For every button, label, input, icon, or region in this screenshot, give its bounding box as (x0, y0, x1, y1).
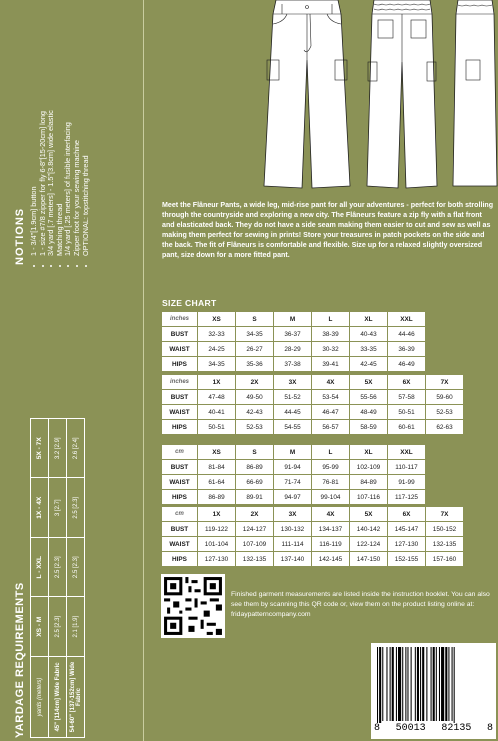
size-header: 2X (236, 507, 274, 522)
barcode-digit: 50013 (395, 723, 426, 734)
barcode-digit: 8 (374, 723, 381, 734)
size-header: 1X (198, 507, 236, 522)
size-cell: 40-43 (350, 327, 388, 342)
size-cell: 53-54 (312, 390, 350, 405)
size-cell: 140-142 (350, 522, 388, 537)
yardage-col-header: XS - M (31, 597, 49, 656)
size-table-inches-plus (161, 374, 464, 435)
yardage-row (67, 419, 85, 738)
size-row-label: HIPS (162, 552, 198, 567)
size-cell: 117-125 (388, 490, 426, 505)
size-cell: 110-117 (388, 460, 426, 475)
qr-code-icon (161, 574, 225, 638)
size-cell: 111-114 (274, 537, 312, 552)
size-table-cm-std (161, 444, 426, 505)
size-row-label: BUST (162, 460, 198, 475)
size-cell: 134-137 (312, 522, 350, 537)
size-cell: 94-97 (274, 490, 312, 505)
yardage-row-label: 54-60" [137-152cm] Wide Fabric (67, 656, 85, 737)
size-header: XS (198, 445, 236, 460)
size-cell: 28-29 (274, 342, 312, 357)
size-row-label: HIPS (162, 357, 198, 372)
size-cell: 51-52 (274, 390, 312, 405)
size-unit: cm (162, 445, 198, 460)
size-cell: 48-49 (350, 405, 388, 420)
size-cell: 116-119 (312, 537, 350, 552)
size-cell: 91-94 (274, 460, 312, 475)
product-description: Meet the Flâneur Pants, a wide leg, mid-rise pant for all your adventures - perfect for both strolling through the countryside and exploring a new city. The Flâneurs feature a zip fly with a flat front and elasticated back. They do not have a side seam making them easier to cut and sew as well as making them perfect for sewing in prints! Store your treasures in patch pockets on the side and the back. The fit of Flâneurs is comfortable and flexible. Size up for a relaxed slightly oversized pant, size down for a more fitted pant. (162, 201, 494, 259)
yardage-unit-label: yards (meters) (31, 656, 49, 737)
size-header: 2X (236, 375, 274, 390)
size-row (162, 357, 426, 372)
size-cell: 99-104 (312, 490, 350, 505)
size-cell: 107-109 (236, 537, 274, 552)
size-row (162, 342, 426, 357)
size-cell: 84-89 (350, 475, 388, 490)
size-cell: 147-150 (350, 552, 388, 567)
size-cell: 32-33 (198, 327, 236, 342)
size-row (162, 490, 426, 505)
size-cell: 86-89 (198, 490, 236, 505)
size-header: L (312, 445, 350, 460)
pants-side-drawing (450, 0, 498, 192)
pants-front-drawing (262, 0, 352, 192)
size-cell: 62-63 (426, 420, 464, 435)
barcode-digit: 8 (486, 723, 493, 734)
size-cell: 33-35 (350, 342, 388, 357)
yardage-cell: 2.5 [2.3] (67, 478, 85, 537)
size-cell: 145-147 (388, 522, 426, 537)
size-header: M (274, 445, 312, 460)
notions-title: NOTIONS (14, 207, 26, 265)
size-cell: 76-81 (312, 475, 350, 490)
size-cell: 38-39 (312, 327, 350, 342)
barcode-digit: 82135 (441, 723, 472, 734)
size-header: M (274, 312, 312, 327)
size-cell: 50-51 (388, 405, 426, 420)
size-cell: 44-46 (388, 327, 426, 342)
size-header: XXL (388, 445, 426, 460)
size-cell: 119-122 (198, 522, 236, 537)
size-cell: 37-38 (274, 357, 312, 372)
size-unit: inches (162, 375, 198, 390)
size-cell: 81-84 (198, 460, 236, 475)
notion-item: • OPTIONAL: topstitching thread (82, 5, 91, 256)
pants-back-drawing (366, 0, 438, 192)
notion-item: • 3/4 yard [.7 meters] - 1.5"[3.8cm] wide elastic (47, 5, 56, 256)
size-cell: 107-116 (350, 490, 388, 505)
size-header: XL (350, 312, 388, 327)
size-cell: 42-43 (236, 405, 274, 420)
size-cell: 142-145 (312, 552, 350, 567)
size-cell: 152-155 (388, 552, 426, 567)
yardage-cell: 2.1 [1.9] (67, 597, 85, 656)
notion-item: • Zipper foot for your sewing machine (73, 5, 82, 256)
notion-item: • 1/4 yard [.25 meters] of fusible interfacing (64, 5, 73, 256)
yardage-title: YARDAGE REQUIREMENTS (14, 582, 26, 738)
yardage-col-header: L - XXL (31, 537, 49, 597)
size-unit: inches (162, 312, 198, 327)
qr-note: Finished garment measurements are listed inside the instruction booklet. You can also see them by scanning this QR code or, view them on the product listing online at: fridaypatterncompany.com (231, 591, 490, 618)
size-cell: 89-91 (236, 490, 274, 505)
size-row-label: WAIST (162, 405, 198, 420)
size-row-label: HIPS (162, 420, 198, 435)
size-row-label: BUST (162, 522, 198, 537)
size-row-label: WAIST (162, 342, 198, 357)
size-cell: 127-130 (198, 552, 236, 567)
size-cell: 47-48 (198, 390, 236, 405)
size-row-label: BUST (162, 390, 198, 405)
size-header: XS (198, 312, 236, 327)
size-row (162, 475, 426, 490)
size-table-cm-plus (161, 506, 464, 567)
size-header: 4X (312, 507, 350, 522)
yardage-row (49, 419, 67, 738)
yardage-cell: 2.5 [2.3] (67, 537, 85, 597)
size-header: 5X (350, 375, 388, 390)
size-row (162, 537, 464, 552)
size-cell: 40-41 (198, 405, 236, 420)
size-row (162, 390, 464, 405)
yardage-col-header: 1X - 4X (31, 478, 49, 537)
yardage-cell: 2.5 [2.3] (49, 597, 67, 656)
size-cell: 24-25 (198, 342, 236, 357)
size-cell: 46-49 (388, 357, 426, 372)
size-cell: 26-27 (236, 342, 274, 357)
size-header: L (312, 312, 350, 327)
size-cell: 91-99 (388, 475, 426, 490)
size-header: 1X (198, 375, 236, 390)
size-cell: 55-56 (350, 390, 388, 405)
notions-list (30, 5, 90, 265)
size-header: 6X (388, 375, 426, 390)
size-cell: 150-152 (426, 522, 464, 537)
size-cell: 46-47 (312, 405, 350, 420)
size-header: S (236, 445, 274, 460)
size-cell: 34-35 (198, 357, 236, 372)
notion-item: • 1 - size #7/8 zipper for fly 6-8"[15-20cm] long (39, 5, 48, 256)
yardage-cell: 3.2 [2.9] (49, 419, 67, 479)
size-cell: 71-74 (274, 475, 312, 490)
qr-code[interactable] (161, 574, 225, 638)
size-cell: 66-69 (236, 475, 274, 490)
size-header: 6X (388, 507, 426, 522)
size-row-label: HIPS (162, 490, 198, 505)
size-cell: 86-89 (236, 460, 274, 475)
size-header: 7X (426, 507, 464, 522)
size-cell: 132-135 (426, 537, 464, 552)
size-header: XXL (388, 312, 426, 327)
size-row (162, 420, 464, 435)
size-header: XL (350, 445, 388, 460)
size-header: 5X (350, 507, 388, 522)
size-cell: 52-53 (236, 420, 274, 435)
size-cell: 58-59 (350, 420, 388, 435)
yardage-cell: 2.6 [2.4] (67, 419, 85, 479)
yardage-table (30, 418, 85, 738)
notion-item: • Matching thread (56, 5, 65, 256)
size-cell: 122-124 (350, 537, 388, 552)
yardage-col-header: 5X - 7X (31, 419, 49, 479)
size-chart-title: SIZE CHART (162, 298, 217, 308)
size-cell: 54-55 (274, 420, 312, 435)
size-cell: 35-36 (236, 357, 274, 372)
size-cell: 130-132 (274, 522, 312, 537)
barcode-number (371, 723, 496, 734)
size-cell: 42-45 (350, 357, 388, 372)
size-unit: cm (162, 507, 198, 522)
size-cell: 39-41 (312, 357, 350, 372)
size-cell: 101-104 (198, 537, 236, 552)
size-cell: 49-50 (236, 390, 274, 405)
size-cell: 36-37 (274, 327, 312, 342)
size-row-label: WAIST (162, 475, 198, 490)
size-cell: 34-35 (236, 327, 274, 342)
size-cell: 61-64 (198, 475, 236, 490)
size-row (162, 405, 464, 420)
size-cell: 44-45 (274, 405, 312, 420)
notion-item: • 1 - 3/4"[1.9cm] button (30, 5, 39, 256)
size-cell: 52-53 (426, 405, 464, 420)
size-row-label: BUST (162, 327, 198, 342)
size-row (162, 460, 426, 475)
size-header: 4X (312, 375, 350, 390)
barcode-bars-icon (371, 643, 496, 723)
size-header: S (236, 312, 274, 327)
size-cell: 50-51 (198, 420, 236, 435)
size-cell: 124-127 (236, 522, 274, 537)
size-cell: 132-135 (236, 552, 274, 567)
size-row (162, 522, 464, 537)
yardage-cell: 3 [2.7] (49, 478, 67, 537)
column-divider (143, 0, 144, 741)
size-cell: 60-61 (388, 420, 426, 435)
size-table-inches-std (161, 311, 426, 372)
size-header: 3X (274, 375, 312, 390)
size-cell: 137-140 (274, 552, 312, 567)
yardage-section (14, 418, 85, 738)
yardage-cell: 2.5 [2.3] (49, 537, 67, 597)
yardage-row-label: 45" [114cm] Wide Fabric (49, 656, 67, 737)
size-header: 7X (426, 375, 464, 390)
size-cell: 56-57 (312, 420, 350, 435)
size-cell: 95-99 (312, 460, 350, 475)
size-cell: 57-58 (388, 390, 426, 405)
notions-section (14, 5, 90, 265)
barcode (371, 643, 496, 739)
size-cell: 30-32 (312, 342, 350, 357)
size-row-label: WAIST (162, 537, 198, 552)
size-cell: 36-39 (388, 342, 426, 357)
size-row (162, 552, 464, 567)
size-row (162, 327, 426, 342)
size-cell: 127-130 (388, 537, 426, 552)
size-cell: 157-160 (426, 552, 464, 567)
size-cell: 59-60 (426, 390, 464, 405)
size-cell: 102-109 (350, 460, 388, 475)
size-header: 3X (274, 507, 312, 522)
